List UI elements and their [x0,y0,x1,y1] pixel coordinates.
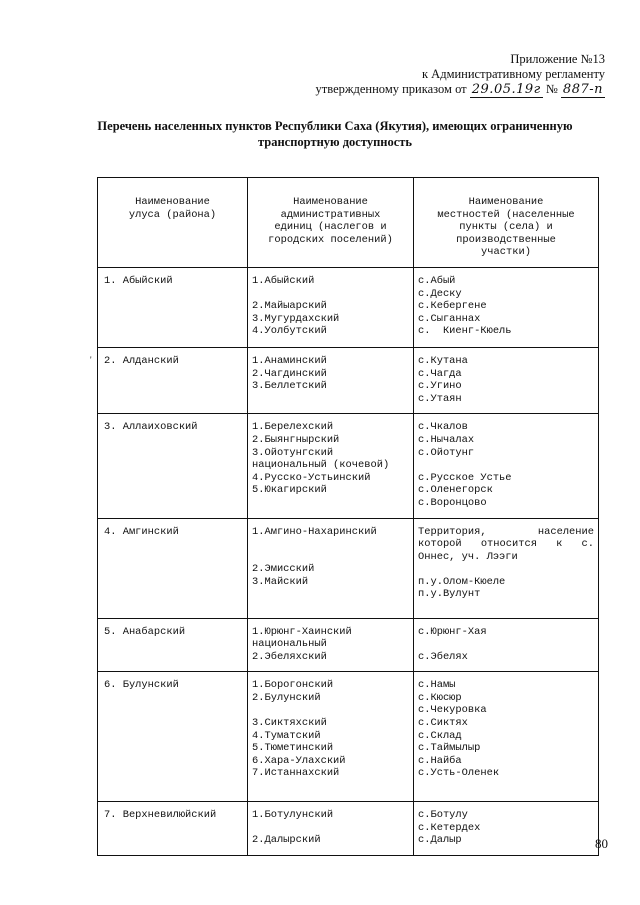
place-item: с.Далыр [418,834,462,847]
header-ulus [98,178,248,268]
place-item: с.Воронцово [418,496,487,509]
units-cell [248,267,414,347]
places-cell [414,414,599,518]
place-item: с.Сиктях [418,717,468,730]
place-item: с.Намы [418,679,456,692]
ulus-cell [98,347,248,413]
order-number: 887-п [562,82,603,97]
ulus-cell [98,618,248,672]
header-places [414,178,599,268]
header-text: Наименование [293,196,368,208]
unit-item: 2.Далырский [252,834,321,847]
header-text: Наименование [468,196,544,208]
unit-item: 4.Русско-Устьинский [252,471,371,484]
ulus-cell [98,267,248,347]
place-item: с.Нычалах [418,433,475,446]
header-text: Наименование [135,196,210,208]
place-item [418,563,594,576]
header-text: единиц (наслегов и [274,221,387,234]
header-text: производственные [456,233,556,246]
ulus-name: 3. Аллаиховский [104,421,198,434]
table-row [98,802,599,856]
unit-item: национальный (кочевой) [252,459,390,472]
table-row [98,414,599,518]
places-cell [414,518,599,618]
place-item: с.Юрюнг-Хая [418,625,487,638]
table-row [98,672,599,802]
order-date: 29.05.19г [471,82,541,97]
place-item: п.у.Олом-Кюеле [418,575,506,588]
unit-item: 4.Уолбутский [252,325,327,338]
place-item: с.Деску [418,287,462,300]
ulus-name: 1. Абыйский [104,274,173,287]
places-cell [414,347,599,413]
table-row [98,267,599,347]
unit-item: 7.Истаннахский [252,767,340,780]
table-row [98,347,599,413]
place-item [418,459,594,472]
unit-item: национальный [252,638,327,651]
ulus-cell [98,414,248,518]
units-cell [248,414,414,518]
place-item: с.Оленегорск [418,484,493,497]
unit-item: 5.Тюметинский [252,742,334,755]
ulus-cell [98,518,248,618]
ulus-name: 2. Алданский [104,354,179,367]
header-text: административных [280,208,381,221]
ulus-cell [98,672,248,802]
unit-item: 1.Ботулунский [252,809,334,822]
margin-mark: ' [90,355,92,365]
place-item: п.у.Вулунт [418,588,481,601]
place-item: с.Чкалов [418,421,468,434]
ulus-name: 6. Булунский [104,679,179,692]
appendix-title: Приложение №13 [510,52,605,66]
unit-item: 2.Эбеляхский [252,650,327,663]
unit-item: 3.Майский [252,575,309,588]
units-cell [248,802,414,856]
place-item: с.Русское Устье [418,471,512,484]
order-reference [285,82,605,97]
place-item: с.Склад [418,729,462,742]
ulus-cell [98,802,248,856]
unit-item: 1.Борогонский [252,679,334,692]
header-text: городских поселений) [268,233,393,246]
unit-item: 1.Анаминский [252,354,327,367]
unit-item [252,822,413,835]
place-item: с.Угино [418,380,462,393]
place-item: с.Кетердех [418,821,481,834]
unit-item [252,538,413,551]
places-cell [414,267,599,347]
units-cell [248,518,414,618]
unit-item: 2.Булунский [252,691,321,704]
unit-item: 3.Беллетский [252,380,327,393]
header-text: улуса (района) [128,208,217,221]
units-cell [248,618,414,672]
unit-item: 3.Мугурдахский [252,312,340,325]
place-item: с.Чекуровка [418,704,487,717]
place-item: с.Ботулу [418,809,468,822]
unit-item: 4.Туматский [252,729,321,742]
place-item: с.Таймылыр [418,742,481,755]
table-row [98,518,599,618]
unit-item: 1.Юрюнг-Хаинский [252,625,352,638]
units-cell [248,347,414,413]
place-description: Территория, население которой относится к с. Оннес, уч. Лээги [418,525,594,563]
ulus-name: 7. Верхневилюйский [104,809,217,822]
header-text: участки) [481,246,531,259]
unit-item: 5.Юкагирский [252,484,327,497]
place-item: с.Абый [418,274,456,287]
regulation-reference: к Административному регламенту [421,67,605,81]
unit-item: 3.Ойотунгский [252,446,334,459]
place-item: с.Ойотунг [418,446,475,459]
document-title [60,118,610,150]
header-text: пункты (села) и [459,221,553,234]
order-number-label: № [545,82,558,96]
unit-item: 1.Амгино-Нахаринский [252,525,377,538]
unit-item: 1.Берелехский [252,421,334,434]
table-row [98,618,599,672]
places-cell [414,672,599,802]
place-item: с.Кебергене [418,300,487,313]
title-line-1: Перечень населенных пунктов Республики Саха (Якутия), имеющих ограниченную [97,119,573,133]
unit-item: 2.Эмисский [252,563,315,576]
place-item: с. Киенг-Кюель [418,325,512,338]
unit-item [252,551,413,564]
header-units [248,178,414,268]
ulus-name: 5. Анабарский [104,625,186,638]
place-item: с.Усть-Оленек [418,767,500,780]
unit-item: 2.Быянгнырский [252,433,340,446]
place-item: с.Утаян [418,392,462,405]
order-prefix: утвержденному приказом от [315,82,467,96]
unit-item: 3.Сиктяхский [252,717,327,730]
unit-item: 2.Майыарский [252,300,327,313]
unit-item [252,704,413,717]
place-item: с.Эбелях [418,650,468,663]
unit-item: 1.Абыйский [252,274,315,287]
place-item: с.Чагда [418,367,462,380]
place-item: с.Найба [418,754,462,767]
place-item: с.Кутана [418,354,468,367]
unit-item: 6.Хара-Улахский [252,754,346,767]
places-cell [414,802,599,856]
place-item [418,638,594,651]
unit-item: 2.Чагдинский [252,367,327,380]
unit-item [252,288,413,301]
table-header-row [98,178,599,268]
places-cell [414,618,599,672]
header-text: местностей (населенные [437,208,575,221]
document-header [285,52,605,97]
place-item: с.Сыганнах [418,312,481,325]
settlements-table [97,177,599,856]
place-item: с.Кюсюр [418,691,462,704]
page-number: 80 [595,836,608,851]
title-line-2: транспортную доступность [257,135,413,149]
ulus-name: 4. Амгинский [104,525,179,538]
units-cell [248,672,414,802]
